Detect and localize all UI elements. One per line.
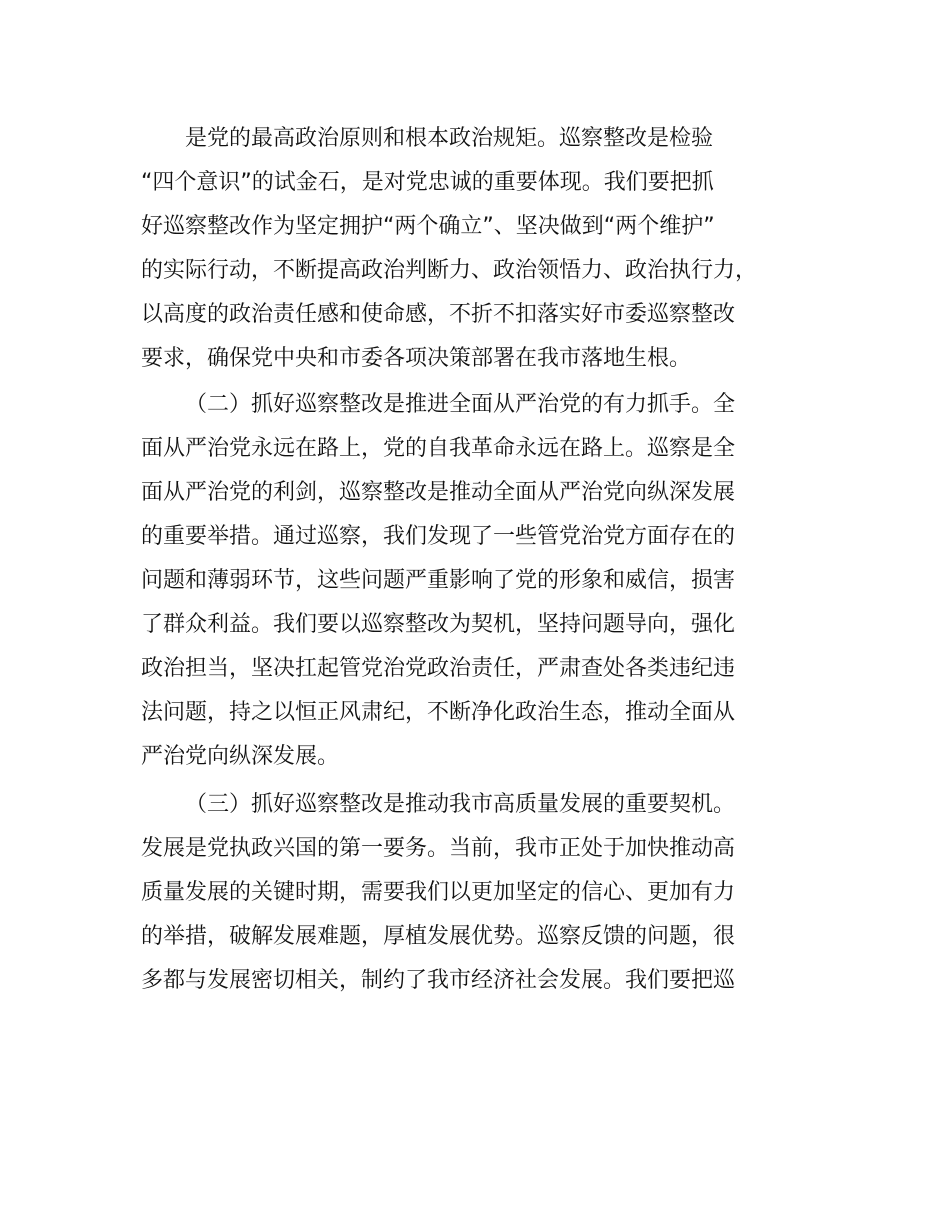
paragraph-line: 多都与发展密切相关，制约了我市经济社会发展。我们要把巡 [141, 968, 736, 993]
paragraph-line: 面从严治党永远在路上，党的自我革命永远在路上。巡察是全 [141, 436, 736, 461]
paragraph-line: （三）抓好巡察整改是推动我市高质量发展的重要契机。 [185, 792, 736, 817]
paragraph-line: 发展是党执政兴国的第一要务。当前，我市正处于加快推动高 [141, 836, 736, 861]
paragraph-line: 是党的最高政治原则和根本政治规矩。巡察整改是检验 [185, 126, 714, 151]
paragraph-line: 的举措，破解发展难题，厚植发展优势。巡察反馈的问题，很 [141, 924, 736, 949]
paragraph-line: 以高度的政治责任感和使命感，不折不扣落实好市委巡察整改 [141, 302, 736, 327]
paragraph-line: 了群众利益。我们要以巡察整改为契机，坚持问题导向，强化 [141, 612, 736, 637]
paragraph-line: 要求，确保党中央和市委各项决策部署在我市落地生根。 [141, 346, 692, 371]
paragraph-line: 的实际行动，不断提高政治判断力、政治领悟力、政治执行力， [141, 258, 758, 283]
paragraph-line: 面从严治党的利剑，巡察整改是推动全面从严治党向纵深发展 [141, 480, 736, 505]
paragraph-line: 政治担当，坚决扛起管党治党政治责任，严肃查处各类违纪违 [141, 656, 736, 681]
paragraph-line: 问题和薄弱环节，这些问题严重影响了党的形象和威信，损害 [141, 568, 736, 593]
paragraph-line: “四个意识”的试金石，是对党忠诚的重要体现。我们要把抓 [141, 170, 714, 195]
paragraph-line: 法问题，持之以恒正风肃纪，不断净化政治生态，推动全面从 [141, 700, 736, 725]
paragraph-line: 好巡察整改作为坚定拥护“两个确立”、坚决做到“两个维护” [141, 214, 715, 239]
paragraph-line: 严治党向纵深发展。 [141, 744, 340, 769]
paragraph-line: 的重要举措。通过巡察，我们发现了一些管党治党方面存在的 [141, 524, 736, 549]
paragraph-line: 质量发展的关键时期，需要我们以更加坚定的信心、更加有力 [141, 880, 736, 905]
paragraph-line: （二）抓好巡察整改是推进全面从严治党的有力抓手。全 [185, 392, 736, 417]
paragraph-1 [141, 117, 831, 381]
paragraph-3 [141, 783, 831, 1003]
paragraph-2 [141, 383, 831, 779]
